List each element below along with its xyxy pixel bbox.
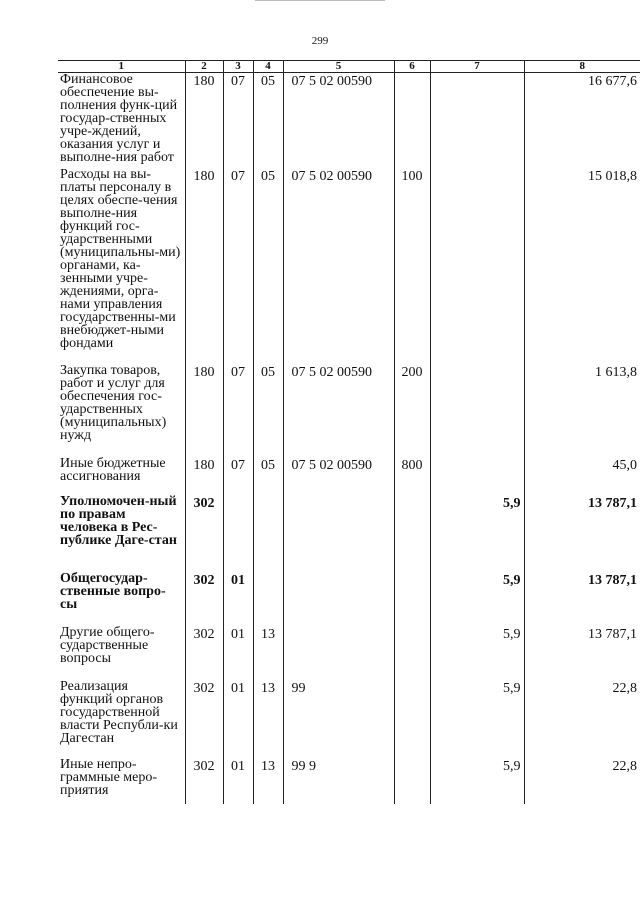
amount-cell: 15 018,8 bbox=[524, 168, 640, 364]
table-header-row bbox=[58, 61, 640, 73]
amount-cell: 1 613,8 bbox=[524, 364, 640, 457]
section-code-cell: 07 bbox=[223, 73, 253, 169]
subsection-code-cell: 13 bbox=[253, 758, 283, 804]
table-row bbox=[58, 168, 640, 364]
column-7-value-cell bbox=[430, 457, 524, 495]
column-7-value-cell bbox=[430, 168, 524, 364]
amount-cell: 22,8 bbox=[524, 758, 640, 804]
page-number: 299 bbox=[311, 35, 329, 47]
subsection-code-cell bbox=[253, 572, 283, 626]
amount-cell: 13 787,1 bbox=[524, 495, 640, 572]
column-7-value-cell: 5,9 bbox=[430, 626, 524, 680]
subsection-code-cell bbox=[253, 495, 283, 572]
section-code-cell: 07 bbox=[223, 364, 253, 457]
target-article-cell: 07 5 02 00590 bbox=[283, 73, 394, 169]
subsection-code-cell: 13 bbox=[253, 680, 283, 758]
row-name-cell: Уполномочен-ный по правам человека в Рес-публике Даге-стан bbox=[60, 494, 177, 548]
ved-code-cell: 302 bbox=[185, 572, 223, 626]
budget-table bbox=[58, 60, 640, 804]
ved-code-cell: 180 bbox=[185, 73, 223, 169]
row-name-cell: Реализация функций органов государственной власти Республи-ки Дагестан bbox=[60, 679, 178, 746]
table-row bbox=[58, 495, 640, 572]
target-article-cell bbox=[283, 572, 394, 626]
section-code-cell bbox=[223, 495, 253, 572]
table-row bbox=[58, 457, 640, 495]
amount-cell: 45,0 bbox=[524, 457, 640, 495]
expense-type-cell bbox=[394, 680, 430, 758]
expense-type-cell bbox=[394, 495, 430, 572]
ved-code-cell: 180 bbox=[185, 457, 223, 495]
expense-type-cell: 100 bbox=[394, 168, 430, 364]
expense-type-cell: 200 bbox=[394, 364, 430, 457]
row-name-cell: Другие общего-сударственные вопросы bbox=[60, 625, 155, 666]
section-code-cell: 07 bbox=[223, 168, 253, 364]
subsection-code-cell: 13 bbox=[253, 626, 283, 680]
table-row bbox=[58, 626, 640, 680]
table-row bbox=[58, 364, 640, 457]
column-7-value-cell bbox=[430, 73, 524, 169]
target-article-cell: 07 5 02 00590 bbox=[283, 364, 394, 457]
budget-table-container bbox=[58, 60, 640, 842]
column-7-value-cell: 5,9 bbox=[430, 495, 524, 572]
section-code-cell: 01 bbox=[223, 758, 253, 804]
expense-type-cell bbox=[394, 626, 430, 680]
subsection-code-cell: 05 bbox=[253, 364, 283, 457]
row-name-cell: Расходы на вы-платы персоналу в целях обеспе-чения выполне-ния функций гос-ударственными (муниципальны-ми) органами, ка-зенными учре-ждениями, орга-нами управления государственны-ми внебюджет-ными фондами bbox=[60, 167, 181, 351]
target-article-cell: 07 5 02 00590 bbox=[283, 457, 394, 495]
column-7-value-cell: 5,9 bbox=[430, 680, 524, 758]
expense-type-cell bbox=[394, 572, 430, 626]
row-name-cell: Иные непро-граммные меро-приятия bbox=[60, 757, 158, 798]
target-article-cell: 99 9 bbox=[283, 758, 394, 804]
table-row bbox=[58, 758, 640, 804]
row-name-cell: Общегосудар-ственные вопро-сы bbox=[60, 571, 166, 612]
ved-code-cell: 302 bbox=[185, 758, 223, 804]
column-header: 3 bbox=[223, 61, 253, 73]
column-header: 1 bbox=[58, 61, 185, 73]
column-header: 7 bbox=[430, 61, 524, 73]
ved-code-cell: 302 bbox=[185, 495, 223, 572]
section-code-cell: 01 bbox=[223, 572, 253, 626]
target-article-cell bbox=[283, 626, 394, 680]
table-row bbox=[58, 73, 640, 169]
row-name-cell: Иные бюджетные ассигнования bbox=[60, 456, 166, 484]
expense-type-cell: 800 bbox=[394, 457, 430, 495]
target-article-cell bbox=[283, 495, 394, 572]
ved-code-cell: 180 bbox=[185, 364, 223, 457]
expense-type-cell bbox=[394, 73, 430, 169]
column-header: 4 bbox=[253, 61, 283, 73]
column-header: 8 bbox=[524, 61, 640, 73]
column-7-value-cell: 5,9 bbox=[430, 758, 524, 804]
column-7-value-cell bbox=[430, 364, 524, 457]
column-header: 2 bbox=[185, 61, 223, 73]
table-row bbox=[58, 572, 640, 626]
amount-cell: 22,8 bbox=[524, 680, 640, 758]
section-code-cell: 01 bbox=[223, 680, 253, 758]
subsection-code-cell: 05 bbox=[253, 73, 283, 169]
target-article-cell: 99 bbox=[283, 680, 394, 758]
table-body bbox=[58, 73, 640, 805]
ved-code-cell: 180 bbox=[185, 168, 223, 364]
column-header: 5 bbox=[283, 61, 394, 73]
ved-code-cell: 302 bbox=[185, 626, 223, 680]
subsection-code-cell: 05 bbox=[253, 457, 283, 495]
row-name-cell: Закупка товаров, работ и услуг для обеспечения гос-ударственных (муниципальных) нужд bbox=[60, 363, 167, 443]
column-header: 6 bbox=[394, 61, 430, 73]
subsection-code-cell: 05 bbox=[253, 168, 283, 364]
amount-cell: 13 787,1 bbox=[524, 626, 640, 680]
top-rule bbox=[255, 0, 385, 1]
section-code-cell: 07 bbox=[223, 457, 253, 495]
amount-cell: 16 677,6 bbox=[524, 73, 640, 169]
section-code-cell: 01 bbox=[223, 626, 253, 680]
table-row bbox=[58, 680, 640, 758]
expense-type-cell bbox=[394, 758, 430, 804]
target-article-cell: 07 5 02 00590 bbox=[283, 168, 394, 364]
ved-code-cell: 302 bbox=[185, 680, 223, 758]
row-name-cell: Финансовое обеспечение вы-полнения функ-ций государ-ственных учре-ждений, оказания услуг и выполне-ния работ bbox=[60, 72, 178, 165]
column-7-value-cell: 5,9 bbox=[430, 572, 524, 626]
amount-cell: 13 787,1 bbox=[524, 572, 640, 626]
